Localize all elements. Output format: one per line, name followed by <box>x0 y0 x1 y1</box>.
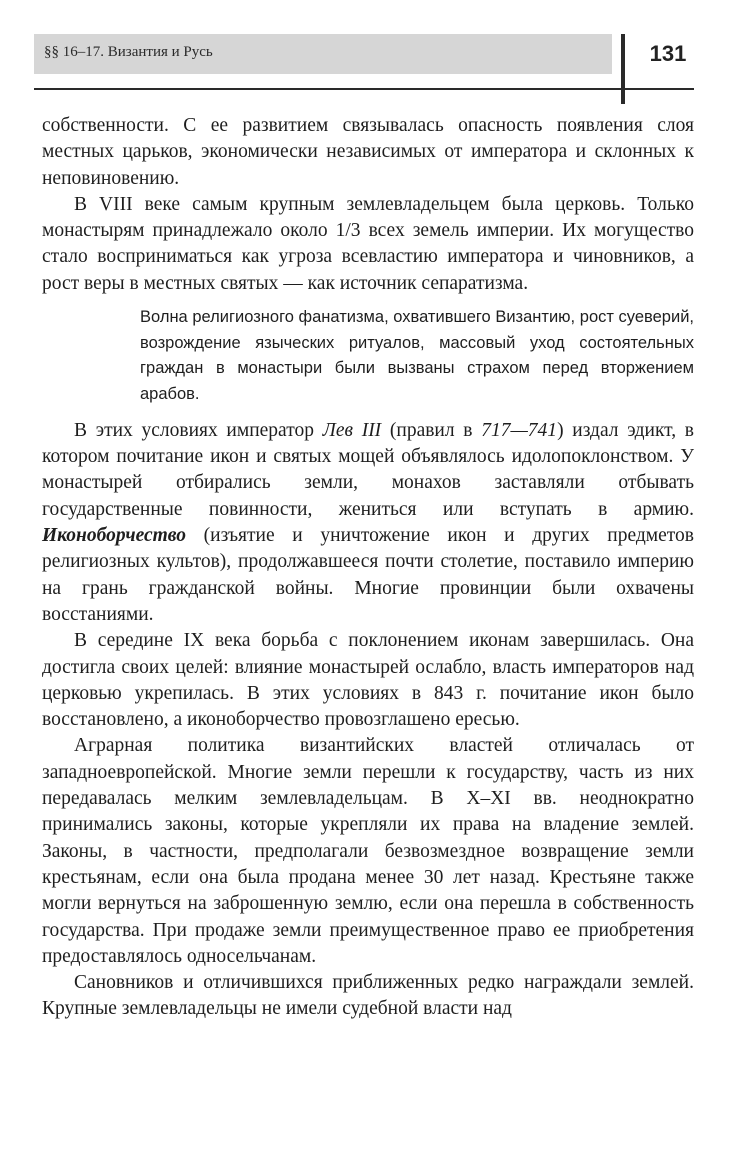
callout-note: Волна религиозного фанатизма, охватившего Византию, рост суеверий, возрождение языческих ритуалов, массовый уход состоятельных граждан в монастыри были вызваны страхом перед вторжением арабов. <box>140 308 694 404</box>
emperor-name: Лев III <box>322 419 382 441</box>
running-header <box>34 34 612 74</box>
paragraph-leo <box>42 418 694 628</box>
paragraph: Сановников и отличившихся приближенных редко награждали землей. Крупные землевладельцы не имели судебной власти над <box>42 972 694 1020</box>
header-separator <box>621 34 625 104</box>
text: В этих условиях император <box>74 419 323 441</box>
running-header-title: §§ 16–17. Византия и Русь <box>44 44 213 60</box>
paragraph: В середине IX века борьба с поклонением иконам завершилась. Она достигла своих целей: влияние монастырей ослабло, власть императоров над церковью укрепилась. В этих условиях в 843 г. почитание икон было восстановлено, а иконоборчество провозглашено ересью. <box>42 630 694 731</box>
page-body <box>42 113 694 1023</box>
text: ) издал эдикт, в котором почитание икон и святых мощей объявлялось идолопоклонством. У монастырей отбирались земли, монахов заставляли отбывать государственные повинности, жениться или вступать в армию. <box>42 419 694 520</box>
header-rule <box>34 88 694 90</box>
paragraph: В VIII веке самым крупным землевладельцем была церковь. Только монастырям принадлежало около 1/3 всех земель империи. Их могущество стало восприниматься как угроза всевластию императора и чиновников, а рост веры в местных святых — как источник сепаратизма. <box>42 193 694 294</box>
paragraph: собственности. С ее развитием связывалась опасность появления слоя местных царьков, экономически независимых от императора и склонных к неповиновению. <box>42 115 694 189</box>
page-number: 131 <box>649 41 687 66</box>
text: (изъятие и уничтожение икон и других предметов религиозных культов), продолжавшееся почти столетие, поставило империю на грань гражданской войны. Многие провинции были охвачены восстаниями. <box>42 525 694 625</box>
reign-years: 717—741 <box>481 419 558 441</box>
text: (правил в <box>381 419 482 441</box>
key-term: Иконоборчество <box>42 525 187 547</box>
paragraph: Аграрная политика византийских властей отличалась от западноевропейской. Многие земли перешли к государству, часть из них передавалась мелким землевладельцам. В X–XI вв. неоднократно принимались законы, которые укрепляли их права на владение землей. Законы, в частности, предполагали безвозмездное возвращение земли крестьянам, если она была продана менее 30 лет назад. Крестьяне также могли вернуться на заброшенную землю, если она перешла в собственность государства. При продаже земли преимущественное право ее приобретения предоставлялось односельчанам. <box>42 735 694 967</box>
